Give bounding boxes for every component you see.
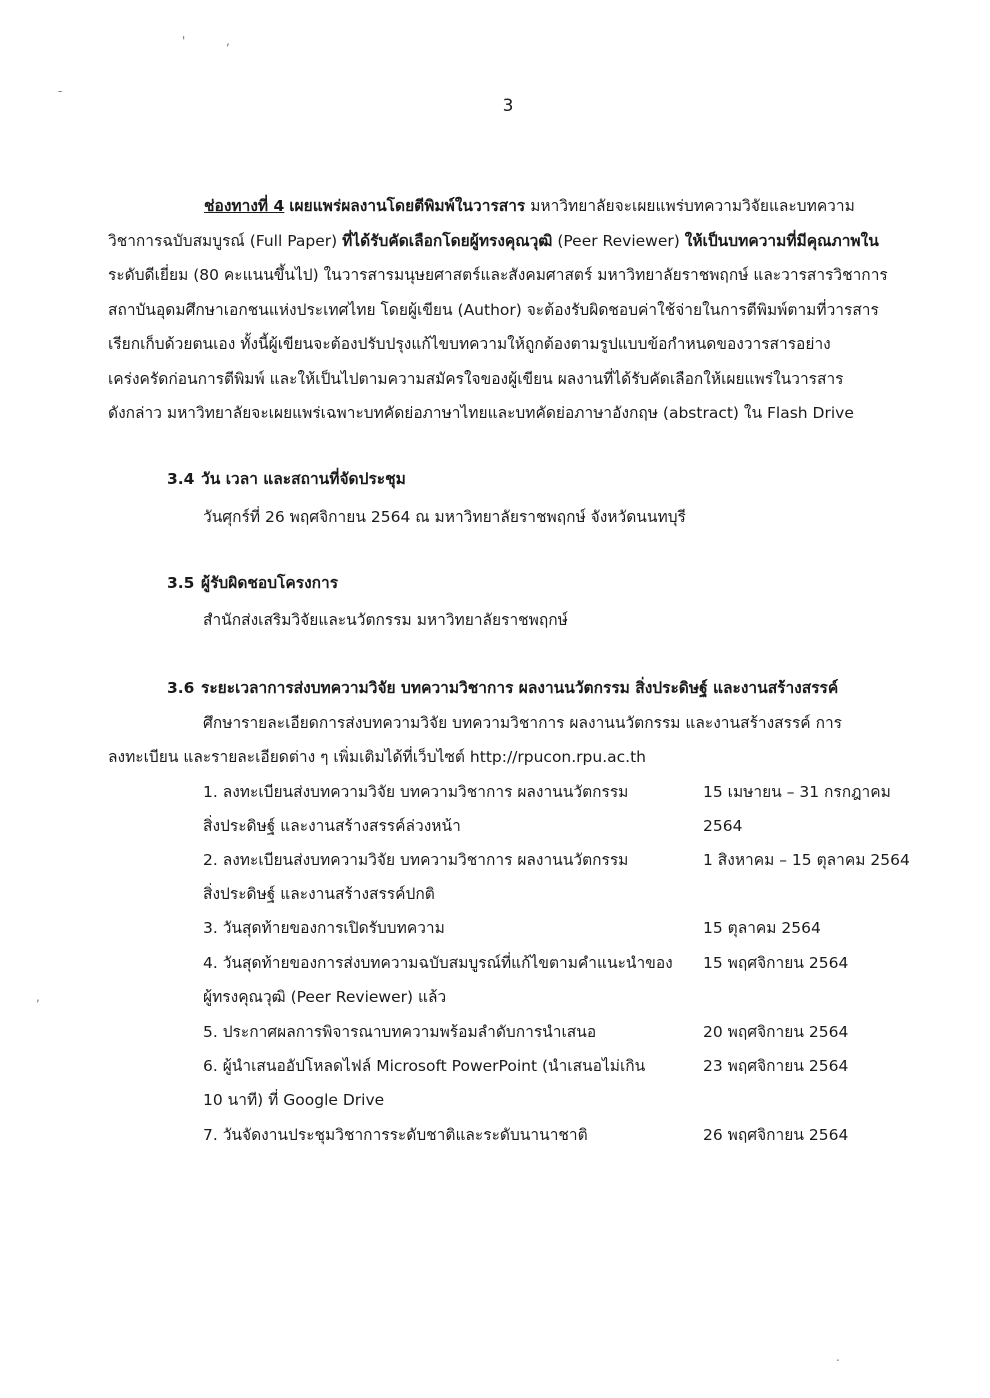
- scan-speck: ,: [226, 34, 230, 48]
- scan-speck: ': [182, 34, 186, 48]
- schedule-item-date: [703, 911, 933, 945]
- schedule-item-desc: [203, 946, 693, 1014]
- page-number: 3: [502, 96, 514, 116]
- schedule-date-line: 1 สิงหาคม – 15 ตุลาคม 2564: [703, 851, 910, 869]
- schedule-item-line: 10 นาที) ที่ Google Drive: [203, 1091, 385, 1109]
- schedule-item-line: 3. วันสุดท้ายของการเปิดรับบทความ: [203, 919, 445, 937]
- channel4-line-6: เคร่งครัดก่อนการตีพิมพ์ และให้เป็นไปตามความสมัครใจของผู้เขียน ผลงานที่ได้รับคัดเลือกให้เผยแพร่ในวารสาร: [108, 369, 844, 388]
- channel4-line-5: เรียกเก็บด้วยตนเอง ทั้งนี้ผู้เขียนจะต้องปรับปรุงแก้ไขบทความให้ถูกต้องตามรูปแบบข้อกำหนดของวารสารอย่าง: [108, 335, 831, 353]
- channel4-line-3: ระดับดีเยี่ยม (80 คะแนนขึ้นไป) ในวารสารมนุษยศาสตร์และสังคมศาสตร์ มหาวิทยาลัยราชพฤกษ์ และวารสารวิชาการ: [108, 266, 888, 284]
- channel4-line2d: ให้เป็นบทความที่มีคุณภาพใน: [684, 231, 879, 250]
- section-3-6-intro-2: ลงทะเบียน และรายละเอียดต่าง ๆ เพิ่มเติมได้ที่เว็บไซต์ http://rpucon.rpu.ac.th: [108, 748, 646, 766]
- schedule-item-desc: [203, 775, 693, 843]
- schedule-item-date: [703, 1118, 933, 1152]
- section-number: 3.4: [167, 470, 195, 488]
- channel4-line-4: สถาบันอุดมศึกษาเอกชนแห่งประเทศไทย โดยผู้เขียน (Author) จะต้องรับผิดชอบค่าใช้จ่ายในการตีพิมพ์ตามที่วารสาร: [108, 300, 879, 319]
- schedule-date-line: 26 พฤศจิกายน 2564: [703, 1126, 849, 1144]
- schedule-item-date: [703, 946, 933, 980]
- channel4-line1-text: มหาวิทยาลัยจะเผยแพร่บทความวิจัยและบทความ: [530, 197, 855, 215]
- schedule-item-desc: [203, 911, 693, 945]
- schedule-date-line: 15 ตุลาคม 2564: [703, 919, 821, 937]
- schedule-item-line: 4. วันสุดท้ายของการส่งบทความฉบับสมบูรณ์ที่แก้ไขตามคำแนะนำของ: [203, 954, 673, 972]
- schedule-date-line: 2564: [703, 817, 743, 835]
- channel4-line2a: วิชาการฉบับสมบูรณ์ (Full Paper): [108, 231, 338, 250]
- channel4-line2c: (Peer Reviewer): [557, 231, 680, 250]
- section-3-4-text: วันศุกร์ที่ 26 พฤศจิกายน 2564 ณ มหาวิทยาลัยราชพฤกษ์ จังหวัดนนทบุรี: [203, 508, 686, 526]
- section-3-5-text: สำนักส่งเสริมวิจัยและนวัตกรรม มหาวิทยาลัยราชพฤกษ์: [203, 611, 568, 629]
- channel4-line-2: [108, 224, 920, 259]
- channel4-line2b: ที่ได้รับคัดเลือกโดยผู้ทรงคุณวุฒิ: [342, 231, 553, 250]
- section-3-4-heading: [167, 462, 406, 496]
- section-title: วัน เวลา และสถานที่จัดประชุม: [201, 470, 406, 488]
- section-number: 3.5: [167, 574, 195, 592]
- schedule-item-line: 5. ประกาศผลการพิจารณาบทความพร้อมลำดับการนำเสนอ: [203, 1023, 597, 1041]
- schedule-item-date: [703, 775, 933, 843]
- schedule-item-line: 1. ลงทะเบียนส่งบทความวิจัย บทความวิชาการ ผลงานนวัตกรรม: [203, 783, 629, 801]
- channel4-line-7: ดังกล่าว มหาวิทยาลัยจะเผยแพร่เฉพาะบทคัดย่อภาษาไทยและบทคัดย่อภาษาอังกฤษ (abstract) ใน Flash Drive: [108, 404, 854, 422]
- schedule-item-date: [703, 1049, 933, 1083]
- section-3-5-heading: [167, 566, 338, 600]
- channel4-label: ช่องทางที่ 4: [204, 197, 285, 215]
- schedule-item-desc: [203, 1015, 693, 1049]
- schedule-date-line: 15 พฤศจิกายน 2564: [703, 954, 849, 972]
- section-3-6-heading: [167, 671, 838, 705]
- channel4-line-1: [108, 189, 920, 224]
- schedule-item-desc: [203, 1049, 693, 1117]
- schedule-item-line: สิ่งประดิษฐ์ และงานสร้างสรรค์ล่วงหน้า: [203, 817, 461, 835]
- section-title: ผู้รับผิดชอบโครงการ: [201, 574, 339, 592]
- scan-speck: ,: [36, 990, 40, 1004]
- schedule-date-line: 15 เมษายน – 31 กรกฎาคม: [703, 783, 891, 801]
- schedule-item-line: 6. ผู้นำเสนออัปโหลดไฟล์ Microsoft PowerPoint (นำเสนอไม่เกิน: [203, 1057, 646, 1075]
- scan-speck: .: [836, 1350, 840, 1364]
- schedule-item-desc: [203, 843, 693, 911]
- section-3-6-intro-1: ศึกษารายละเอียดการส่งบทความวิจัย บทความวิชาการ ผลงานนวัตกรรม และงานสร้างสรรค์ การ: [203, 714, 842, 732]
- section-title: ระยะเวลาการส่งบทความวิจัย บทความวิชาการ ผลงานนวัตกรรม สิ่งประดิษฐ์ และงานสร้างสรรค์: [201, 679, 839, 697]
- schedule-item-line: ผู้ทรงคุณวุฒิ (Peer Reviewer) แล้ว: [203, 988, 447, 1006]
- schedule-item-desc: [203, 1118, 693, 1152]
- channel4-heading: เผยแพร่ผลงานโดยตีพิมพ์ในวารสาร: [289, 197, 526, 215]
- schedule-item-line: 2. ลงทะเบียนส่งบทความวิจัย บทความวิชาการ ผลงานนวัตกรรม: [203, 851, 629, 869]
- schedule-date-line: 20 พฤศจิกายน 2564: [703, 1023, 849, 1041]
- scan-speck: -: [58, 84, 63, 98]
- schedule-item-date: [703, 1015, 933, 1049]
- schedule-item-date: [703, 843, 933, 877]
- schedule-item-line: สิ่งประดิษฐ์ และงานสร้างสรรค์ปกติ: [203, 885, 435, 903]
- schedule-date-line: 23 พฤศจิกายน 2564: [703, 1057, 849, 1075]
- channel4-paragraph: [108, 189, 920, 431]
- schedule-item-line: 7. วันจัดงานประชุมวิชาการระดับชาติและระดับนานาชาติ: [203, 1126, 588, 1144]
- section-number: 3.6: [167, 679, 195, 697]
